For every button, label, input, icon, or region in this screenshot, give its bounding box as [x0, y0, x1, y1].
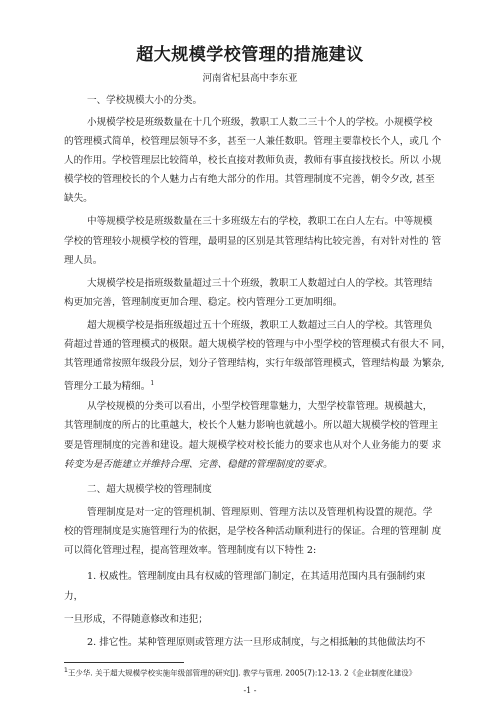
footnote-divider [64, 662, 184, 663]
paragraph-line: 的管理模式简单，校管理层领导不多，甚至一人兼任数职。管理主要靠校长个人，或几 个 [64, 136, 442, 147]
paragraph-line: 缺失。 [64, 193, 93, 204]
footnote [64, 667, 416, 679]
paragraph-line: 模学校的管理校长的个人魅力占有绝大部分的作用。其管理制度不完善，朝令夕改, 甚至 [64, 174, 435, 185]
paragraph-line: 管理制度是对一定的管理机制、管理原则、管理方法以及管理机构设置的规范。学 [87, 507, 433, 518]
list-item: 1. 权威性。管理制度由具有权威的管理部门制定，在其适用范围内具有强制约束 [87, 571, 426, 582]
paragraph-line: 校的管理制度是实施管理行为的依据，是学校各种活动顺利进行的保证。合理的管理制 度 [64, 526, 442, 537]
paragraph-line: 要是管理制度的完善和建设。超大规模学校对校长能力的要求也从对个人业务能力的要 求 [64, 440, 442, 451]
footnote-text: 王少华. 关于超大规模学校实施年级部管理的研究[J]. 教学与管理. 2005(7):12-13. 2《企业制度化建设》 [67, 668, 417, 678]
paragraph-line: 其管理制度的所占的比重越大，校长个人魅力影响也就越小。所以超大规模学校的管理主 [64, 420, 439, 431]
list-item: 2. 排它性。某种管理原则或管理方法一旦形成制度，与之相抵触的其他做法均不 [87, 637, 426, 648]
paragraph-line: 超大规模学校是指班级超过五十个班级，教职工人数超过三白人的学校。其管理负 [87, 320, 433, 331]
paragraph-line: 其管理通常按照年级段分层，划分子管理结构，实行年级部管理模式，管理结构最 为繁杂, [64, 358, 445, 369]
paragraph-line: 一旦形成，不得随意修改和违犯； [64, 614, 208, 625]
paragraph-line: 荷超过普通的管理模式的极限。超大规模学校的管理与中小型学校的管理模式有很大不 同， [64, 339, 451, 350]
footnote-reference: 1 [150, 380, 155, 387]
paragraph-line: 小规模学校是班级数量在十几个班级，教职工人数二三十个人的学校。小规模学校 [87, 117, 433, 128]
footnote-marker: 1 [64, 667, 68, 674]
paragraph-line [64, 378, 154, 393]
paragraph-line: 理人员。 [64, 255, 103, 266]
paragraph-line: 可以简化管理过程，提高管理效率。管理制度有以下特性 2: [64, 545, 317, 556]
section-heading: 一、学校规模大小的分类。 [87, 95, 203, 106]
paragraph-line: 从学校规模的分类可以看出，小型学校管理靠魅力，大型学校靠管理。规模越大， [87, 401, 433, 412]
paragraph-text: 管理分工最为精细。 [64, 381, 151, 393]
paragraph-line: 力， [64, 591, 84, 602]
paragraph-line: 大规模学校是指班级数量超过三十个班级，教职工人数超过白人的学校。其管理结 [87, 278, 433, 289]
page-number: -1 - [243, 686, 257, 695]
paragraph-line: 人的作用。学校管理层比较简单，校长直接对教师负责，教师有事直接找校长。所以 小规 [64, 155, 442, 166]
document-title: 超大规模学校管理的措施建议 [136, 45, 364, 65]
author-line: 河南省杞县高中李东亚 [202, 73, 298, 84]
paragraph-line: 中等规模学校是班级数量在三十多班级左右的学校，教职工在白人左右。中等规模 [87, 216, 433, 227]
paragraph-line: 转变为是否能建立并维持合理、完善、稳健的管理制度的要求。 [64, 459, 333, 470]
section-heading: 二、超大规模学校的管理制度 [87, 484, 212, 495]
paragraph-line: 学校的管理较小规模学校的管理，最明显的区别是其管理结构比较完善，有对针对性的 管 [64, 236, 442, 247]
paragraph-line: 构更加完善，管理制度更加合理、稳定。校内管理分工更加明细。 [64, 297, 343, 308]
